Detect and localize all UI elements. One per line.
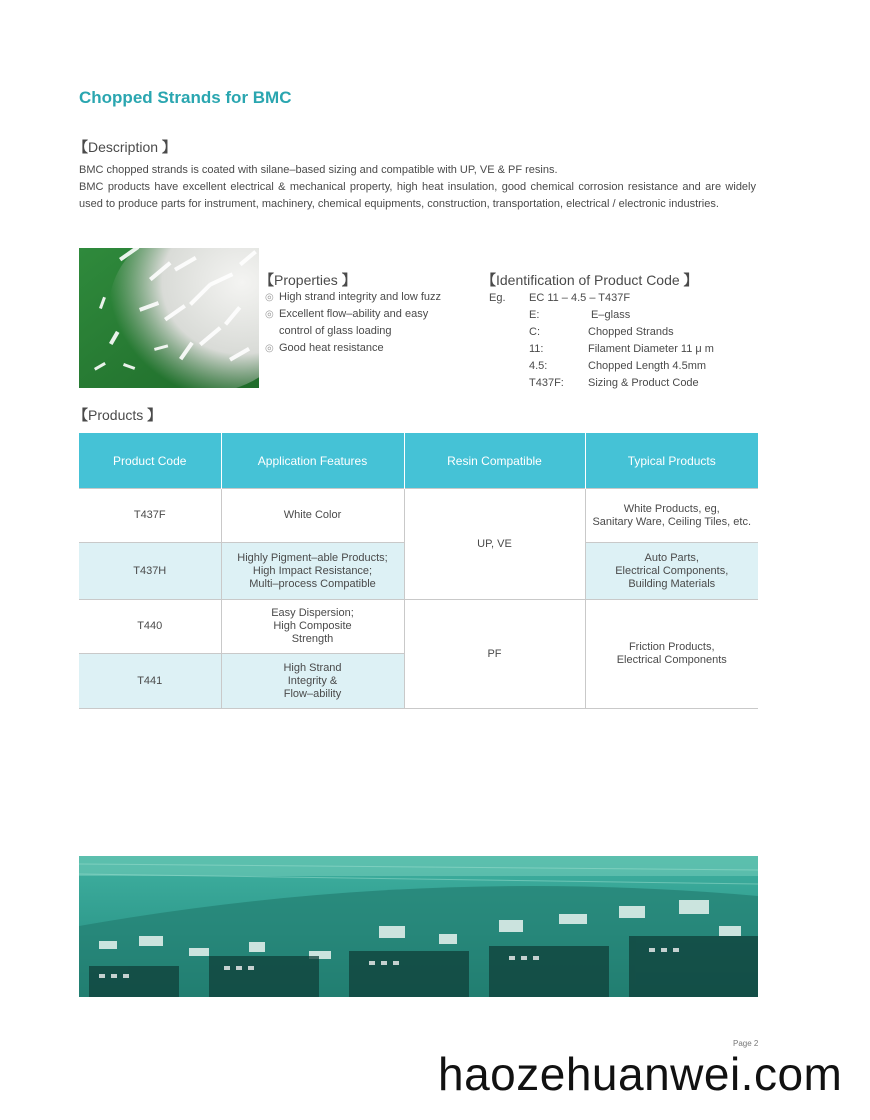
product-code-cell: T437F <box>79 489 221 543</box>
code-key: E: <box>529 309 540 321</box>
table-row <box>79 600 758 654</box>
products-heading: 【Products 】 <box>74 407 162 423</box>
product-code-cell: T437H <box>79 543 221 600</box>
watermark-text: haozehuanwei.com <box>438 1048 843 1100</box>
features-cell: Easy Dispersion; High Composite Strength <box>221 600 404 654</box>
product-code-cell: T441 <box>79 654 221 709</box>
code-key: 4.5: <box>529 360 548 372</box>
description-heading: 【Description 】 <box>74 139 176 155</box>
properties-heading: 【Properties 】 <box>260 272 356 288</box>
code-example: EC 11 – 4.5 – T437F <box>529 292 631 304</box>
property-item: ◎ High strand integrity and low fuzz <box>265 289 444 306</box>
control-room-photo <box>79 856 758 997</box>
page-number: Page 2 <box>733 1039 759 1048</box>
features-cell: Highly Pigment–able Products; High Impact Resistance; Multi–process Compatible <box>221 543 404 600</box>
page-title: Chopped Strands for BMC <box>79 88 292 107</box>
resin-cell: PF <box>404 600 585 709</box>
properties-heading-label: Properties <box>274 272 338 288</box>
code-value: Sizing & Product Code <box>588 377 699 389</box>
identification-heading: 【Identification of Product Code 】 <box>482 272 698 288</box>
chopped-strands-photo <box>79 248 259 388</box>
property-item: ◎ Excellent flow–ability and easy control of glass loading <box>265 308 429 337</box>
typical-products-cell: White Products, eg, Sanitary Ware, Ceiling Tiles, etc. <box>585 489 758 543</box>
column-header: Typical Products <box>585 433 758 489</box>
products-table <box>79 433 758 709</box>
typical-products-cell: Friction Products, Electrical Components <box>585 600 758 709</box>
features-cell: White Color <box>221 489 404 543</box>
code-value: Chopped Strands <box>588 326 674 338</box>
eg-label: Eg. <box>489 292 506 304</box>
circle-bullet-icon: ◎ <box>265 292 274 303</box>
property-item: ◎ Good heat resistance <box>265 340 444 357</box>
typical-products-cell: Auto Parts, Electrical Components, Building Materials <box>585 543 758 600</box>
properties-list <box>265 289 444 357</box>
code-value: E–glass <box>588 309 631 321</box>
table-row <box>79 489 758 543</box>
code-key: C: <box>529 326 540 338</box>
column-header: Resin Compatible <box>404 433 585 489</box>
circle-bullet-icon: ◎ <box>265 309 274 320</box>
description-line: BMC chopped strands is coated with silane–based sizing and compatible with UP, VE & PF resins. <box>79 164 558 176</box>
code-key: T437F: <box>529 377 564 389</box>
column-header: Product Code <box>79 433 221 489</box>
column-header: Application Features <box>221 433 404 489</box>
resin-cell: UP, VE <box>404 489 585 600</box>
identification-heading-label: Identification of Product Code <box>496 272 680 288</box>
product-code-cell: T440 <box>79 600 221 654</box>
description-heading-label: Description <box>88 139 159 155</box>
code-value: Chopped Length 4.5mm <box>588 360 707 372</box>
products-heading-label: Products <box>88 407 144 423</box>
code-key: 11: <box>529 343 544 355</box>
code-value: Filament Diameter 11 μ m <box>588 343 714 355</box>
description-line: BMC products have excellent electrical & mechanical property, high heat insulation, good chemical corrosion resistance and are widely used to produce parts for instrument, machinery, chemical equipments, construction, transportation, electrical / electronic industries. <box>79 181 756 210</box>
description-text <box>79 162 756 213</box>
features-cell: High Strand Integrity & Flow–ability <box>221 654 404 709</box>
circle-bullet-icon: ◎ <box>265 343 274 354</box>
table-header-row <box>79 433 758 489</box>
